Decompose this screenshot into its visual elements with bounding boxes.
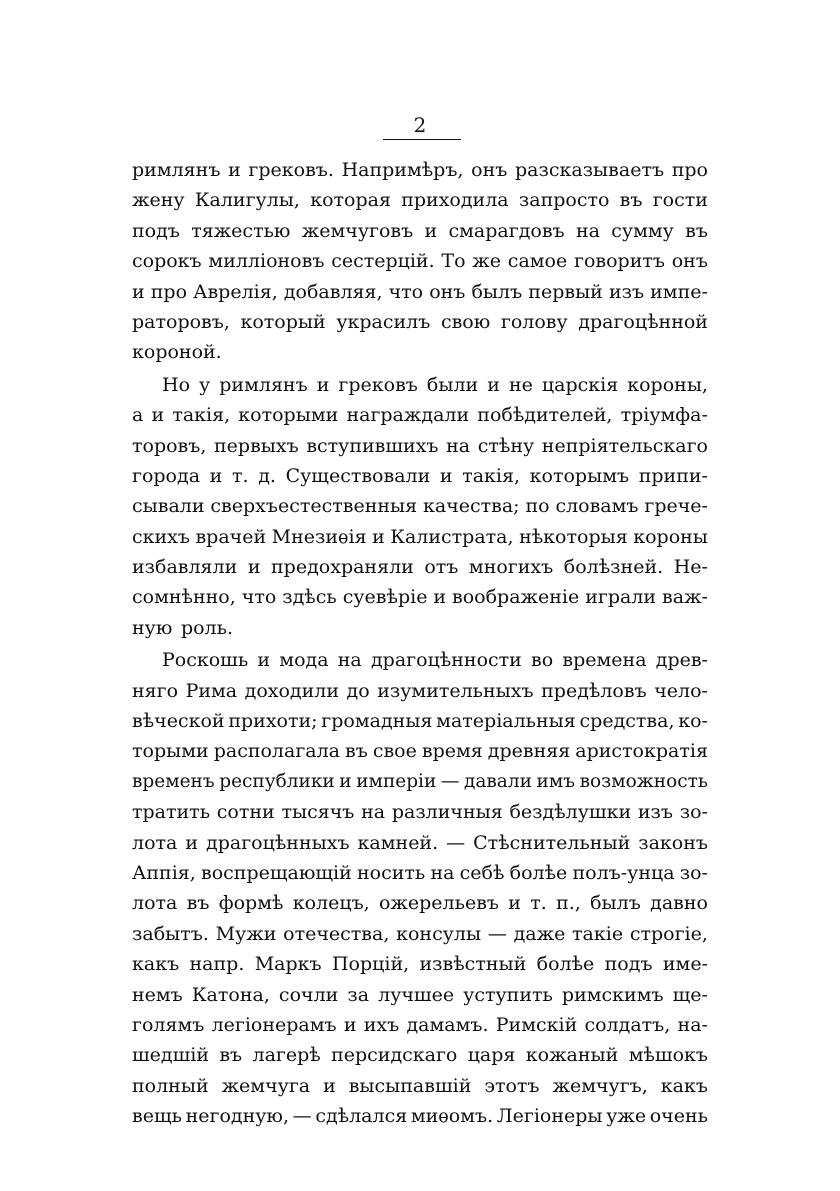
- text-line: полный жемчуга и высыпавшій этотъ жемчугъ, какъ: [132, 1074, 708, 1097]
- text-line: сомнѣнно, что здѣсь суевѣріе и воображеніе играли важ-: [132, 586, 708, 609]
- text-line: а и такія, которыми награждали побѣдителей, тріумфа-: [132, 404, 708, 427]
- text-line: избавляли и предохраняли отъ многихъ болѣзней. Не-: [132, 556, 708, 579]
- text-line: и про Аврелія, добавляя, что онъ былъ первый изъ импе-: [132, 280, 708, 303]
- text-line: немъ Катона, сочли за лучшее уступить римскимъ ще-: [132, 983, 708, 1006]
- text-line: няго Рима доходили до изумительныхъ предѣловъ чело-: [132, 679, 708, 702]
- page-number: 2: [413, 113, 427, 137]
- text-line: подъ тяжестью жемчуговъ и смарагдовъ на сумму въ: [132, 219, 708, 242]
- text-line: лота и драгоцѣнныхъ камней. — Стѣснительный законъ: [132, 831, 708, 854]
- text-line: римлянъ и грековъ. Напримѣръ, онъ разсказываетъ про: [132, 159, 708, 181]
- text-line: временъ республики и имперіи — давали имъ возможность: [132, 770, 708, 792]
- text-line: города и т. д. Существовали и такія, которымъ припи-: [132, 464, 708, 487]
- text-line: торыми располагала въ свое время древняя аристократія: [132, 740, 708, 763]
- text-line: Но у римлянъ и грековъ были и не царскія короны,: [162, 373, 708, 396]
- text-line: раторовъ, который украсилъ свою голову драгоцѣнной: [132, 310, 708, 333]
- text-line: тратить сотни тысячъ на различныя бездѣлушки изъ зо-: [132, 801, 708, 824]
- text-line: лота въ формѣ колецъ, ожерельевъ и т. п., былъ давно: [132, 892, 708, 915]
- paragraph: [132, 155, 708, 368]
- text-line: вещь негодную, — сдѣлался миѳомъ. Легіонеры уже очень: [132, 1105, 708, 1128]
- text-line: вѣческой прихоти; громадныя матеріальныя средства, ко-: [132, 710, 708, 733]
- text-line: голямъ легіонерамъ и ихъ дамамъ. Римскій солдатъ, на-: [132, 1013, 708, 1036]
- text-line: жену Калигулы, которая приходила запросто въ гости: [132, 189, 708, 212]
- paragraph: [132, 370, 708, 644]
- text-line: короной.: [132, 341, 222, 364]
- text-line: забытъ. Мужи отечества, консулы — даже такіе строгіе,: [132, 922, 708, 945]
- page-text: [132, 155, 708, 1132]
- text-line: Роскошь и мода на драгоцѣнности во времена древ-: [162, 649, 708, 672]
- text-line: скихъ врачей Мнезиѳія и Калистрата, нѣкоторыя короны: [132, 525, 708, 548]
- text-line: какъ напр. Маркъ Порцій, извѣстный болѣе подъ име-: [132, 953, 708, 976]
- page-number-rule: [383, 139, 461, 140]
- text-line: Аппія, воспрещающій носить на себѣ болѣе полъ-унца зо-: [132, 861, 708, 884]
- text-line: шедшій въ лагерѣ персидскаго царя кожаный мѣшокъ: [132, 1044, 708, 1067]
- paragraph: [132, 645, 708, 1131]
- text-line: сывали сверхъестественныя качества; по словамъ грече-: [132, 495, 708, 518]
- text-line: ную роль.: [132, 616, 233, 639]
- text-line: сорокъ милліоновъ сестерцій. То же самое говоритъ онъ: [132, 250, 708, 273]
- text-line: торовъ, первыхъ вступившихъ на стѣну непріятельскаго: [132, 434, 708, 457]
